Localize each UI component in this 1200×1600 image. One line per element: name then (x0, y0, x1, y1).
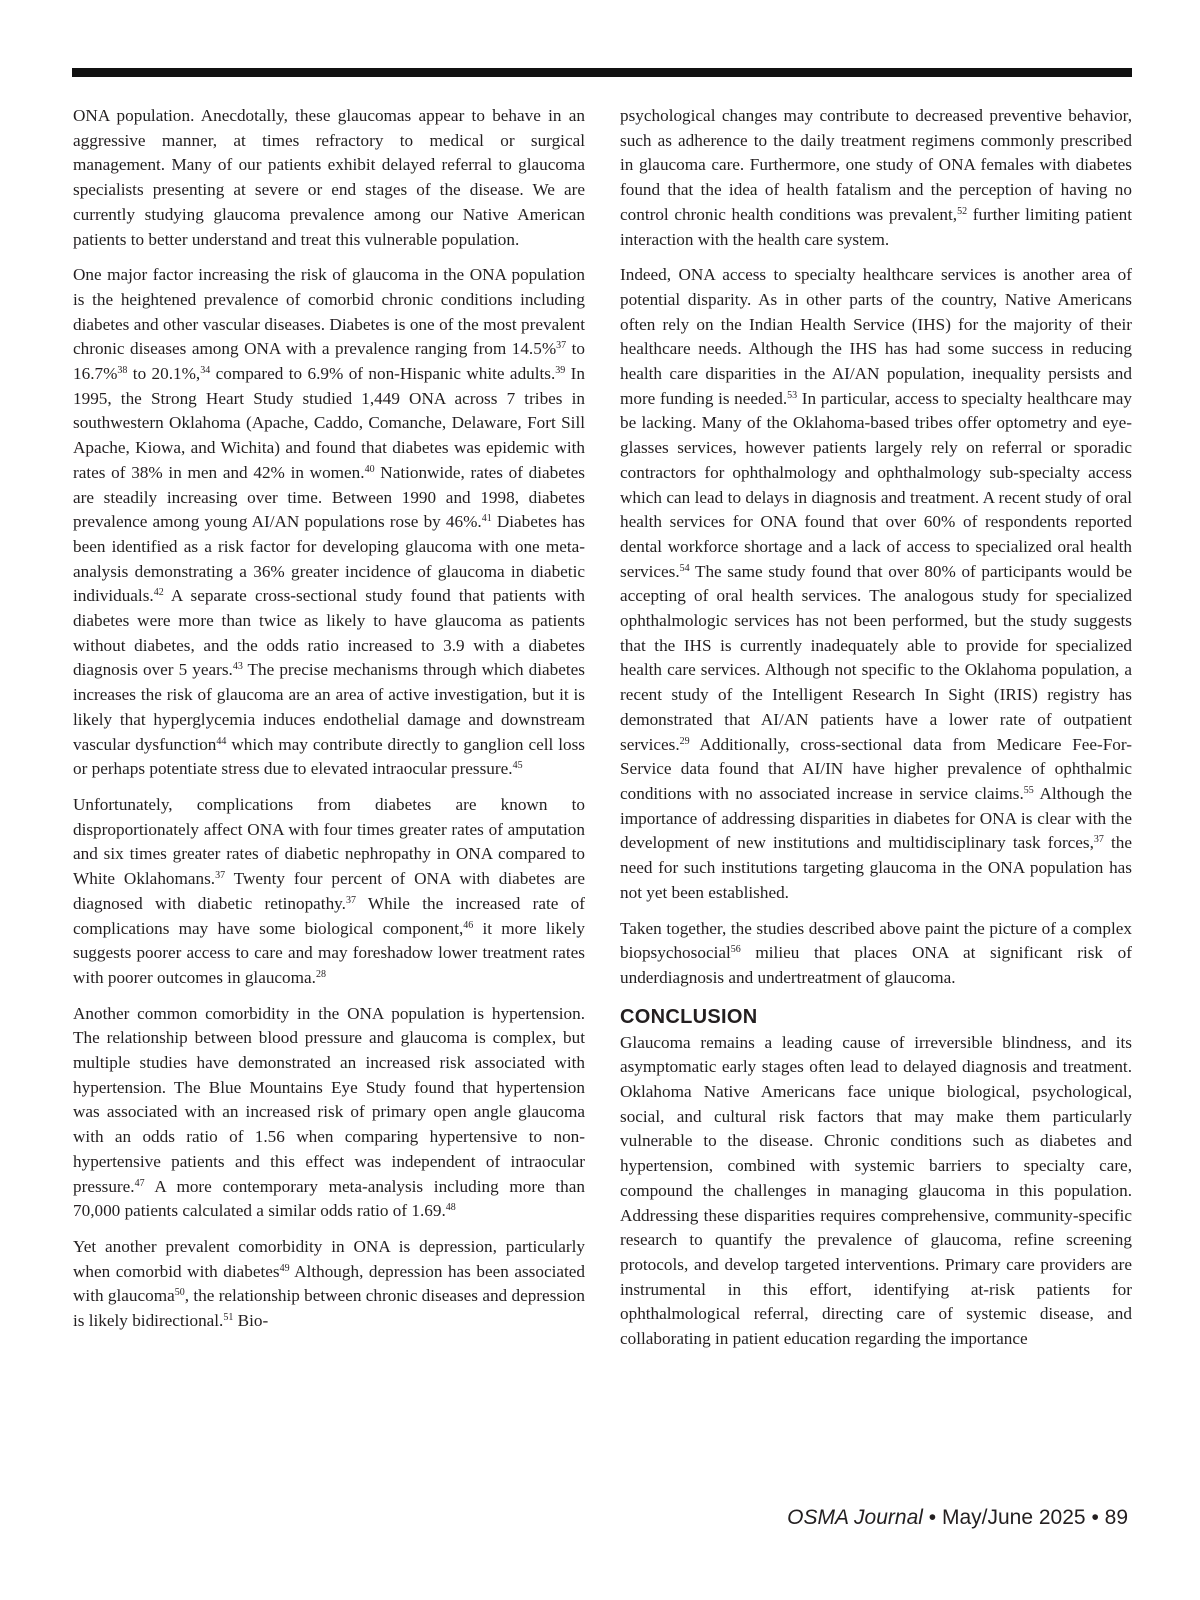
citation-ref: 48 (445, 1202, 456, 1214)
citation-ref: 39 (555, 365, 566, 377)
citation-ref: 51 (223, 1312, 234, 1324)
paragraph: Taken together, the studies described above paint the picture of a complex biopsychosocial$^{56}$ milieu that places ONA at significant risk of underdiagnosis and undertreatment of glaucoma. (620, 918, 1132, 987)
citation-ref: 38 (117, 365, 128, 377)
citation-ref: 29 (679, 735, 690, 747)
citation-ref: 37 (556, 340, 567, 352)
conclusion-heading: CONCLUSION (620, 1005, 758, 1028)
paragraph: One major factor increasing the risk of glaucoma in the ONA population is the heightened prevalence of comorbid chronic conditions including diabetes and other vascular diseases. Diabetes is one of the most prevalent chronic diseases among ONA with a prevalence ranging from 14.5%$^{37}$ to 16.7%$^{38}$ to 20.1%,$^{34}$ compared to 6.9% of non-Hispanic white adults.$^{39}$ In 1995, the Strong Heart Study studied 1,449 ONA across 7 tribes in southwestern Oklahoma (Apache, Caddo, Comanche, Delaware, Fort Sill Apache, Kiowa, and Wichita) and found that diabetes was epidemic with rates of 38% in men and 42% in women.$^{40}$ Nationwide, rates of diabetes are steadily increasing over time. Between 1990 and 1998, diabetes prevalence among young AI/AN populations rose by 46%.$^{41}$ Diabetes has been identified as a risk factor for developing glaucoma with one meta-analysis demonstrating a 36% greater incidence of glaucoma in diabetic individuals.$^{42}$ A separate cross-sectional study found that patients with diabetes were more than twice as likely to have glaucoma as patients without diabetes, and the odds ratio increased to 3.9 with a diabetes diagnosis over 5 years.$^{43}$ The precise mechanisms through which diabetes increases the risk of glaucoma are an area of active investigation, but it is likely that hyperglycemia induces endothelial damage and downstream vascular dysfunction$^{44}$ which may contribute directly to ganglion cell loss or perhaps potentiate stress due to elevated intraocular pressure.$^{45}$ (73, 265, 586, 779)
conclusion-paragraph: Glaucoma remains a leading cause of irreversible blindness, and its asymptomatic early stages often lead to delayed diagnosis and treatment. Oklahoma Native Americans face unique biological, psychological, social, and cultural risk factors that may make them particularly vulnerable to the disease. Chronic conditions such as diabetes and hypertension, combined with systemic barriers to specialty care, compound the challenges in managing glaucoma in this population. Addressing these disparities requires comprehensive, community-specific research to quantify the prevalence of glaucoma, refine screening protocols, and develop targeted interventions. Primary care providers are instrumental in this effort, identifying at-risk patients for ophthalmological referral, directing care of systemic disease, and collaborating in patient education regarding the importance (620, 1032, 1132, 1349)
citation-ref: 37 (215, 870, 226, 882)
journal-name: OSMA Journal (787, 1506, 923, 1529)
paragraph: Unfortunately, complications from diabetes are known to disproportionately affect ONA with four times greater rates of amputation and six times greater rates of diabetic nephropathy in ONA compared to White Oklahomans.$^{37}$ Twenty four percent of ONA with diabetes are diagnosed with diabetic retinopathy.$^{37}$ While the increased rate of complications may have some biological component,$^{46}$ it more likely suggests poorer access to care and may foreshadow lower treatment rates with poorer outcomes in glaucoma.$^{28}$ (73, 794, 585, 987)
citation-ref: 43 (232, 661, 243, 673)
citation-ref: 55 (1023, 784, 1034, 796)
citation-ref: 42 (153, 587, 164, 599)
citation-ref: 41 (481, 513, 492, 525)
citation-ref: 45 (512, 760, 523, 772)
citation-ref: 37 (1093, 834, 1104, 846)
citation-ref: 52 (957, 205, 968, 217)
page-number: 89 (1104, 1506, 1128, 1529)
footer-separator: • (1091, 1506, 1099, 1529)
paragraph: Indeed, ONA access to specialty healthcare services is another area of potential disparity. As in other parts of the country, Native Americans often rely on the Indian Health Service (IHS) for the majority of their healthcare needs. Although the IHS has had some success in reducing health care disparities in the AI/AN population, inequality persists and more funding is needed.$^{53}$ In particular, access to specialty healthcare may be lacking. Many of the Oklahoma-based tribes offer optometry and eye-glasses services, however patients largely rely on referral or sporadic contractors for ophthalmology and ophthalmology sub-specialty access which can lead to delays in diagnosis and treatment. A recent study of oral health services for ONA found that over 60% of respondents reported dental workforce shortage and a lack of access to specialized oral health services.$^{54}$ The same study found that over 80% of participants would be accepting of oral health services. The analogous study for specialized ophthalmologic services has not been performed, but the study suggests that the IHS is currently inadequately able to provide for specialized health care services. Although not specific to the Oklahoma population, a recent study of the Intelligent Research In Sight (IRIS) registry has demonstrated that AI/AN patients have a lower rate of outpatient services.$^{29}$ Additionally, cross-sectional data from Medicare Fee-For-Service data found that AI/IN have higher prevalence of ophthalmic conditions with no associated increase in service claims.$^{55}$ Although the importance of addressing disparities in diabetes for ONA is clear with the development of new institutions and multidisciplinary task forces,$^{37}$ the need for such institutions targeting glaucoma in the ONA population has not yet been established. (620, 265, 1133, 902)
citation-ref: 40 (364, 463, 375, 475)
left-column (73, 104, 585, 1345)
citation-ref: 37 (345, 894, 356, 906)
citation-ref: 47 (134, 1177, 145, 1189)
citation-ref: 50 (174, 1287, 185, 1299)
issue-date: May/June 2025 (941, 1506, 1086, 1529)
paragraph: Yet another prevalent comorbidity in ONA is depression, particularly when comorbid with diabetes$^{49}$ Although, depression has been associated with glaucoma$^{50}$, the relationship between chronic diseases and depression is likely bidirectional.$^{51}$ Bio- (73, 1236, 585, 1331)
page-footer (787, 1505, 1128, 1531)
header-rule (72, 68, 1132, 77)
citation-ref: 56 (730, 944, 741, 956)
citation-ref: 46 (463, 919, 474, 931)
paragraph: Another common comorbidity in the ONA population is hypertension. The relationship between blood pressure and glaucoma is complex, but multiple studies have demonstrated an increased risk associated with hypertension. The Blue Mountains Eye Study found that hypertension was associated with an increased risk of primary open angle glaucoma with an odds ratio of 1.56 when comparing hypertensive to non-hypertensive patients and this effect was independent of intraocular pressure.$^{47}$ A more contemporary meta-analysis including more than 70,000 patients calculated a similar odds ratio of 1.69.48 (73, 1003, 585, 1221)
citation-ref: 34 (200, 365, 211, 377)
citation-ref: 54 (679, 562, 690, 574)
footer-separator: • (928, 1506, 937, 1529)
paragraph: ONA population. Anecdotally, these glaucomas appear to behave in an aggressive manner, at times refractory to medical or surgical management. Many of our patients exhibit delayed referral to glaucoma specialists presenting at severe or end stages of the disease. We are currently studying glaucoma prevalence among our Native American patients to better understand and treat this vulnerable population. (73, 106, 585, 249)
paragraph: psychological changes may contribute to decreased preventive behavior, such as adherence to the daily treatment regimens commonly prescribed in glaucoma care. Furthermore, one study of ONA females with diabetes found that the idea of health fatalism and the perception of having no control chronic health conditions was prevalent,$^{52}$ further limiting patient interaction with the health care system. (620, 106, 1133, 249)
citation-ref: 28 (315, 968, 326, 980)
citation-ref: 44 (216, 735, 227, 747)
right-column (620, 104, 1132, 1363)
citation-ref: 53 (787, 389, 798, 401)
citation-ref: 49 (279, 1262, 290, 1274)
